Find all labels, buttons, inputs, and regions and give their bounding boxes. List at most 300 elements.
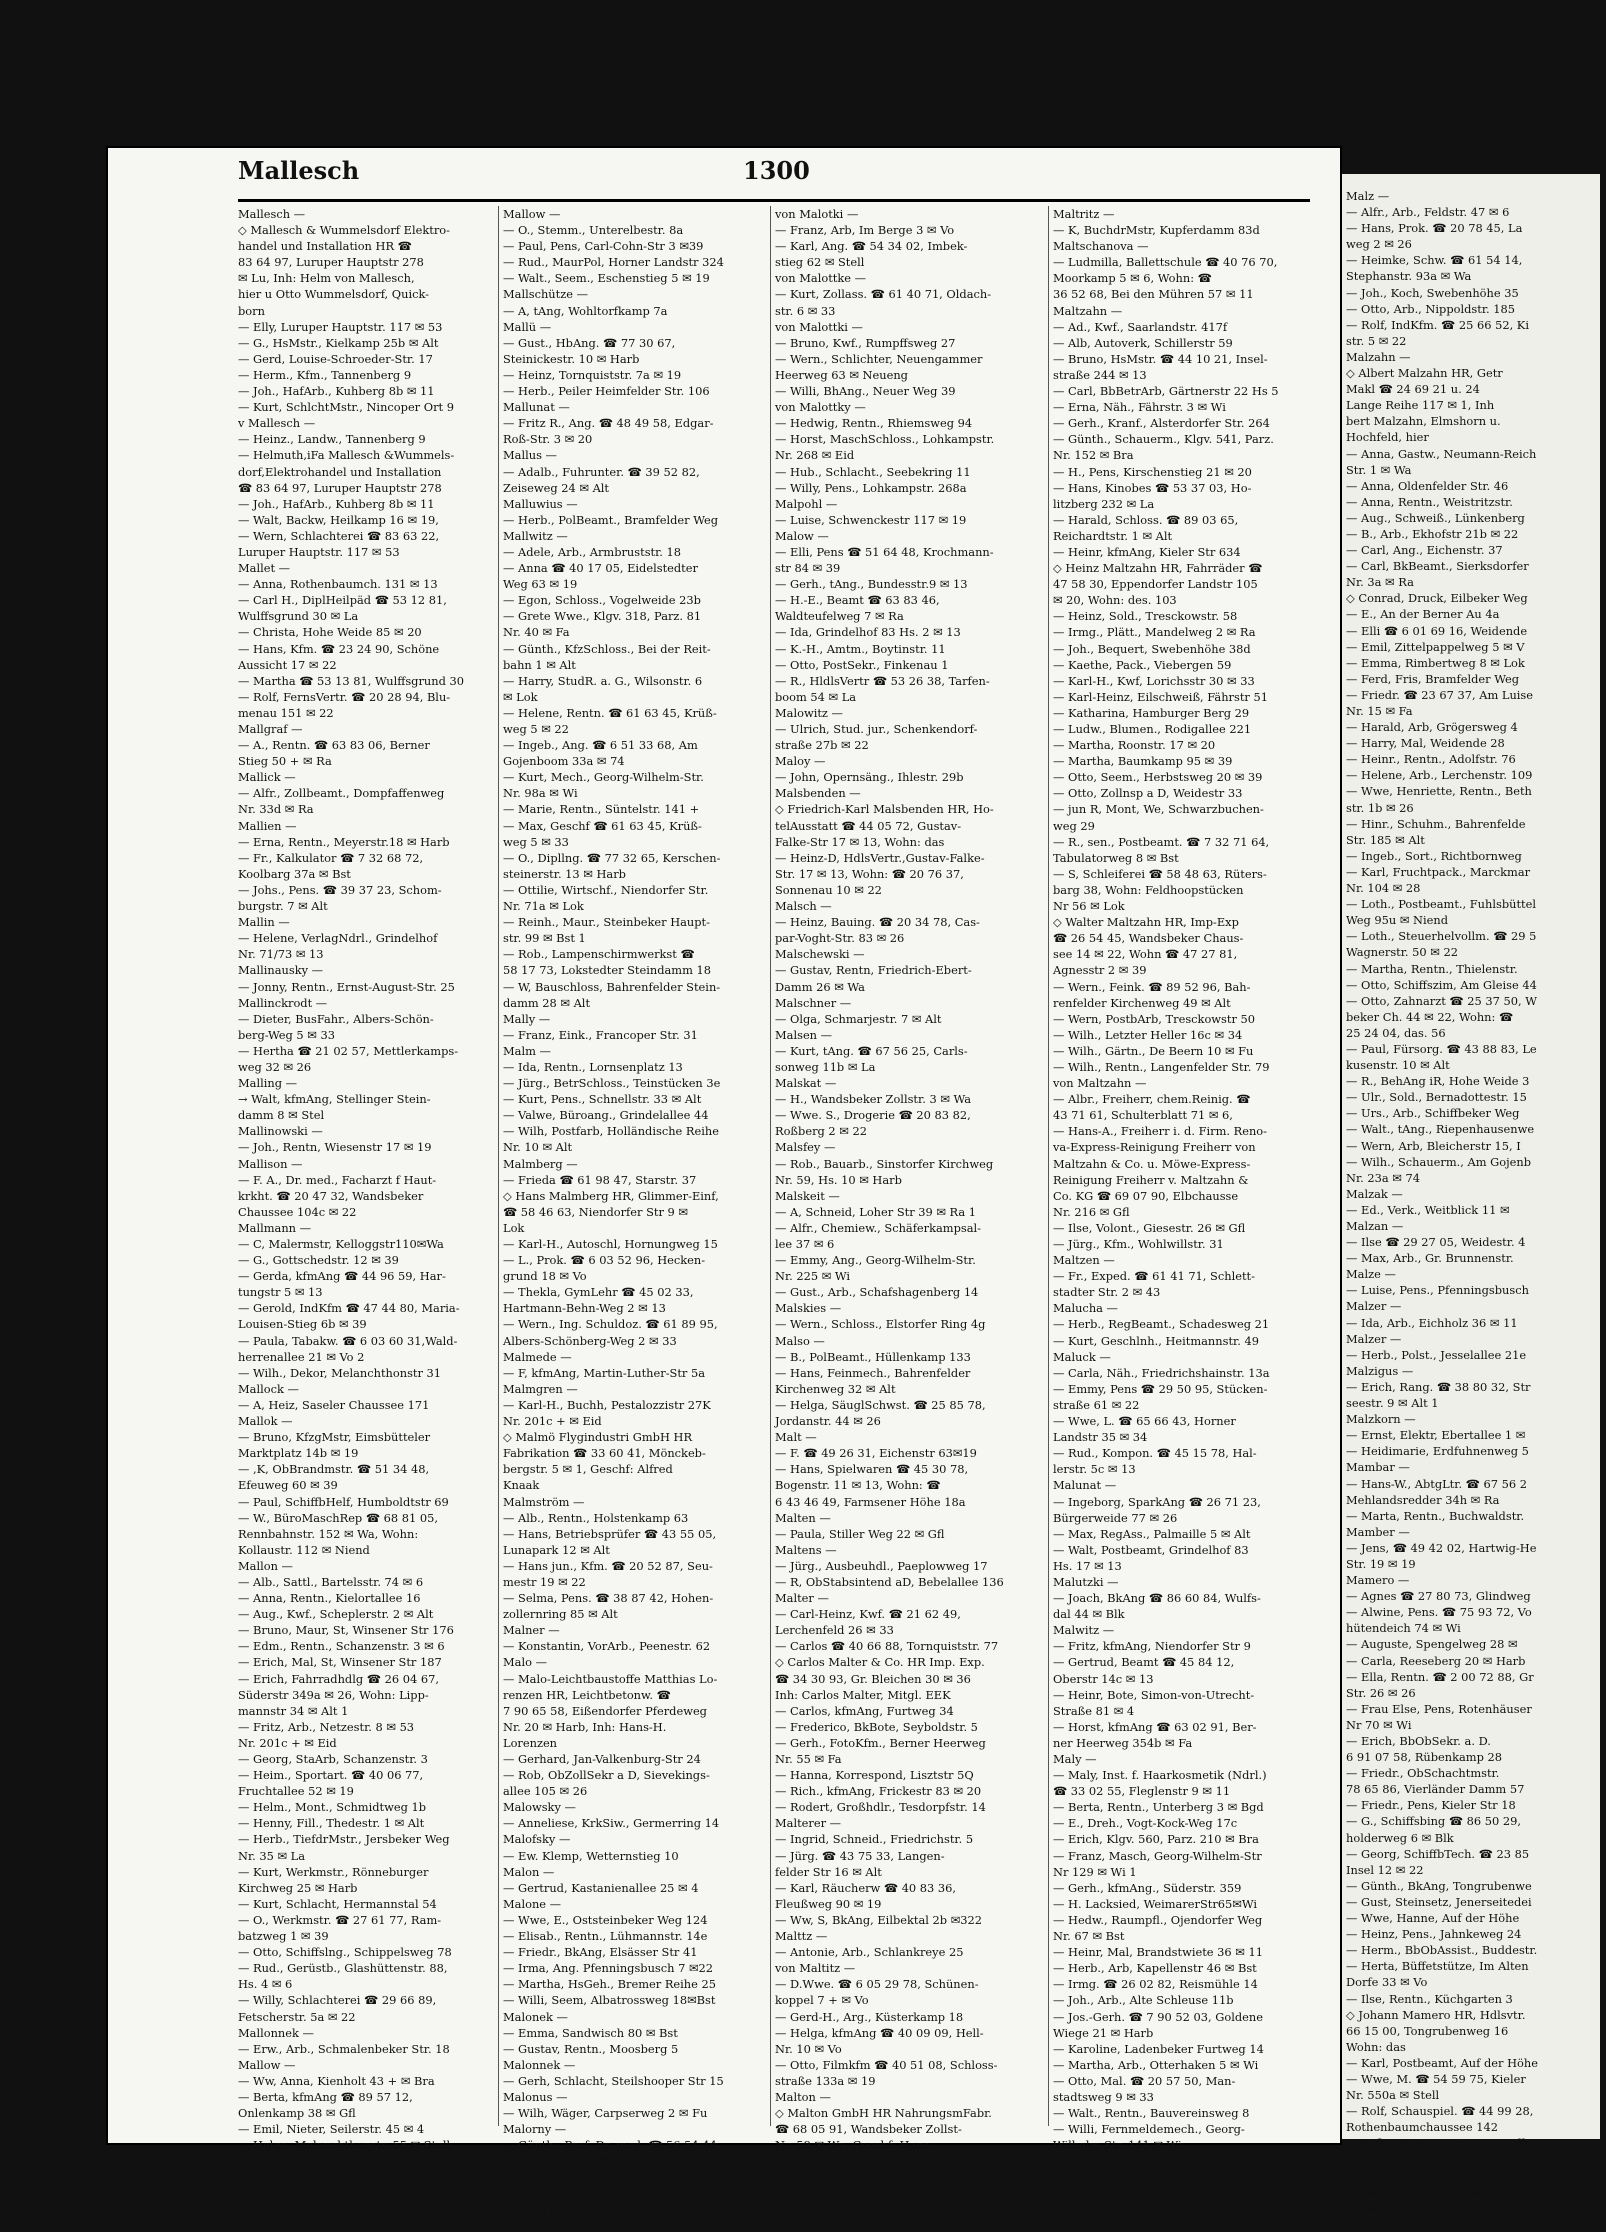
directory-entry-line: mestr 19 ✉ 22	[503, 1574, 586, 1589]
directory-entry-line: Mallinowski —	[238, 1124, 323, 1139]
facing-page-line: — Luise, Pens., Pfenningsbusch	[1346, 1283, 1529, 1298]
directory-entry-line: — Wilfried, Steinmetz, Alsterdorfer	[503, 2186, 708, 2201]
facing-page-line: 25 24 04, das. 56	[1346, 1025, 1446, 1040]
directory-entry-line: Zeiseweg 24 ✉ Alt	[503, 480, 610, 495]
directory-entry-line: — R, ObStabsintend aD, Bebelallee 136	[775, 1574, 1004, 1589]
facing-page-line: — Karl, Fruchtpack., Marckmar	[1346, 864, 1531, 879]
directory-entry-line: — Carlos ☎ 40 66 88, Tornquiststr. 77	[775, 1639, 999, 1654]
directory-entry-line: lee 37 ✉ 6	[775, 1237, 835, 1251]
directory-entry-line: — Martha, Arb., Otterhaken 5 ✉ Wi	[1053, 2057, 1259, 2072]
directory-entry-line: — Meta, Näh., Hellkamp 26 ✉ 19	[238, 2186, 431, 2201]
directory-entry-line: — Heinr, Mal, Brandstwiete 36 ✉ 11	[1053, 1945, 1263, 1960]
facing-page-line: ◇ Conrad, Druck, Eilbeker Weg	[1346, 591, 1528, 606]
directory-entry-line: str. 6 ✉ 33	[775, 303, 836, 318]
directory-entry-line: — Carl, BbBetrArb, Gärtnerstr 22 Hs 5	[1053, 384, 1279, 399]
directory-entry-line: Waldteufelweg 7 ✉ Ra	[775, 609, 904, 624]
directory-entry-line: — R., sen., Postbeamt. ☎ 7 32 71 64,	[1053, 834, 1270, 849]
directory-entry-line: — Adalb., Fuhrunter. ☎ 39 52 82,	[503, 464, 700, 479]
directory-entry-line: — Marie, Rentn., Süntelstr. 141 +	[503, 802, 700, 817]
directory-entry-line: — Karl, Ang. ☎ 54 34 02, Imbek-	[775, 239, 968, 254]
directory-entry-line: — Henny, Fill., Thedestr. 1 ✉ Alt	[238, 1816, 425, 1831]
facing-page-line: — Frau Else, Pens, Rotenhäuser	[1346, 1701, 1532, 1716]
directory-entry-line: weg 29	[1053, 818, 1095, 833]
directory-entry-line: — Maly, Inst. f. Haarkosmetik (Ndrl.)	[1053, 1768, 1267, 1783]
directory-entry-line: — Günth., Schauerm., Klgv. 541, Parz.	[1053, 432, 1274, 447]
directory-entry-line: — Berta, kfmAng ☎ 89 57 12,	[238, 2089, 413, 2104]
facing-page-line: — Ed., Verk., Weitblick 11 ✉	[1346, 1202, 1510, 1217]
directory-entry-line: — Helga, Melanchthonstr. 55 ✉ Stell	[238, 2138, 451, 2153]
facing-page-line: — Ida, Arb., Eichholz 36 ✉ 11	[1346, 1315, 1518, 1330]
directory-entry-line: — Albr., Freiherr, chem.Reinig. ☎	[1053, 1092, 1251, 1107]
directory-entry-line: sonweg 11b ✉ La	[775, 1059, 876, 1074]
directory-entry-line: — Jürg., BetrSchloss., Teinstücken 3e	[503, 1076, 721, 1091]
directory-entry-line: — Ulrich, Stud. jur., Schenkendorf-	[775, 722, 978, 736]
directory-entry-line: — Valwe, Büroang., Grindelallee 44	[503, 1108, 709, 1123]
facing-page-text	[1346, 188, 1606, 2232]
facing-page-line: — Günth., BkAng, Tongrubenwe	[1346, 1878, 1532, 1893]
facing-page-line: str. 1b ✉ 26	[1346, 800, 1414, 815]
directory-entry-line: krkht. ☎ 20 47 32, Wandsbeker	[238, 1188, 424, 1203]
directory-entry-line: — Gerh., tAng., Bundesstr.9 ✉ 13	[775, 577, 968, 592]
directory-entry-line: — Wern., Schlichter, Neuengammer	[775, 351, 983, 366]
facing-page-line: — R., BehAng iR, Hohe Weide 3	[1346, 1074, 1530, 1089]
directory-entry-line: — Helene, Rentn. ☎ 61 63 45, Krüß-	[503, 705, 717, 720]
directory-entry-line: — Ww, S, BkAng, Eilbektal 2b ✉322	[775, 1912, 982, 1927]
facing-page-line: Str. 185 ✉ Alt	[1346, 832, 1425, 847]
facing-page-line: — Wwe, Hanne, Auf der Höhe	[1346, 1911, 1520, 1926]
directory-entry-line: — Leonh., Mal., Trebelstr. 21 ✉ 33	[238, 2170, 438, 2185]
directory-entry-line: Malpohl —	[775, 496, 838, 511]
facing-page-line: — Harry, Mal, Weidende 28	[1346, 736, 1505, 751]
facing-page-line: hütendeich 74 ✉ Wi	[1346, 1621, 1461, 1636]
directory-entry-line: Luruper Hauptstr. 117 ✉ 53	[238, 544, 400, 559]
facing-page-line: Insel 12 ✉ 22	[1346, 1862, 1424, 1877]
directory-entry-line: — Gerold, IndKfm ☎ 47 44 80, Maria-	[238, 1301, 460, 1316]
facing-page-line: — Rolf, IndKfm. ☎ 25 66 52, Ki	[1346, 317, 1529, 332]
directory-entry-line: von Maltzahn —	[1053, 1076, 1147, 1091]
facing-page-line: Mamero —	[1346, 1573, 1410, 1588]
directory-entry-line: — Paula, Stiller Weg 22 ✉ Gfl	[775, 1526, 945, 1541]
directory-entry-line: — Rud., Gerüstb., Glashüttenstr. 88,	[238, 1961, 448, 1976]
directory-entry-line: Malwitz —	[1053, 1623, 1115, 1638]
directory-entry-line: — Friedr., BkAng, Elsässer Str 41	[503, 1945, 698, 1960]
directory-entry-line: — Gertrud, Kastanienallee 25 ✉ 4	[503, 1880, 699, 1895]
directory-entry-line: — Bruno, Maur, St, Winsener Str 176	[238, 1623, 454, 1638]
directory-entry-line: — Harald, Schloss. ☎ 89 03 65,	[1053, 512, 1239, 527]
directory-entry-line: Moorkamp 5 ✉ 6, Wohn: ☎	[1053, 271, 1212, 286]
directory-entry-line: Malyja —	[1053, 2154, 1107, 2169]
directory-entry-line: — Carl H., DiplHeilpäd ☎ 53 12 81,	[238, 593, 447, 608]
directory-entry-line: Malonnek —	[503, 2057, 576, 2072]
directory-entry-line: Chaussee 104c ✉ 22	[238, 1204, 357, 1219]
directory-entry-line: — Gerd-H., Arg., Küsterkamp 18	[775, 2009, 964, 2024]
directory-entry-line: — Kurt, tAng. ☎ 67 56 25, Carls-	[775, 1043, 968, 1058]
directory-entry-line: — Max, Geschf ☎ 61 63 45, Krüß-	[503, 818, 702, 833]
directory-entry-line: herrenallee 21 ✉ Vo 2	[238, 1349, 365, 1364]
directory-entry-line: — Irmg., Plätt., Mandelweg 2 ✉ Ra	[1053, 625, 1256, 640]
directory-entry-line: 83 64 97, Luruper Hauptstr 278	[238, 255, 424, 270]
facing-page-line: — Anna, Rentn., Weistritzstr.	[1346, 494, 1513, 509]
directory-entry-line: — Hans, Feinmech., Bahrenfelder	[775, 1365, 971, 1380]
facing-page-line: — Wwe, M. ☎ 54 59 75, Kieler	[1346, 2071, 1526, 2086]
directory-entry-line: — Willi, BhAng., Neuer Weg 39	[775, 384, 956, 399]
directory-entry-line: — Ad., Kwf., Saarlandstr. 417f	[1053, 319, 1228, 334]
directory-entry-line: Nr. 40 ✉ Fa	[503, 625, 570, 640]
directory-entry-line: weg 5 ✉ 33	[503, 834, 569, 849]
directory-entry-line: Malskeit —	[775, 1188, 840, 1203]
directory-entry-line: Maltens —	[775, 1542, 837, 1557]
facing-page-line: Malzkorn —	[1346, 1412, 1416, 1427]
facing-page-line: — Gust, Steinsetz, Jenerseitedei	[1346, 1894, 1532, 1909]
directory-entry-line: — Anneliese, KrkSiw., Germerring 14	[503, 1816, 720, 1831]
facing-page-line: Malzak —	[1346, 1186, 1403, 1201]
directory-entry-line: ☎ 68 05 91, Wandsbeker Zollst-	[775, 2122, 962, 2137]
directory-entry-line: — Karl-H., Autoschl, Hornungweg 15	[503, 1237, 718, 1251]
facing-page-line: Malzigus —	[1346, 1363, 1414, 1378]
directory-entry-line: Malota —	[503, 2170, 559, 2185]
directory-entry-line: — Bruno, KfzgMstr, Eimsbütteler	[238, 1430, 431, 1445]
directory-entry-line: Mally —	[503, 1011, 551, 1026]
directory-entry-line: Mallow —	[503, 207, 561, 221]
facing-page-line: — Emma, Rimbertweg 8 ✉ Lok	[1346, 655, 1525, 670]
directory-entry-line: — Ludmilla, Ballettschule ☎ 40 76 70,	[1053, 255, 1278, 270]
directory-entry-line: Mallonnek —	[238, 2025, 314, 2040]
directory-entry-line: — F, kfmAng, Martin-Luther-Str 5a	[503, 1365, 706, 1380]
directory-entry-line: — Wilh., Rentn., Langenfelder Str. 79	[1053, 1059, 1270, 1074]
facing-page-line: — Emil, Zittelpappelweg 5 ✉ V	[1346, 639, 1525, 654]
directory-entry-line: Fleußweg 90 ✉ 19	[775, 1896, 882, 1911]
directory-entry-line: straße 244 ✉ 13	[1053, 367, 1147, 382]
directory-entry-line: — Ingeborg, SparkAng ☎ 26 71 23,	[1053, 1494, 1261, 1509]
directory-entry-line: Steinickestr. 10 ✉ Harb	[503, 351, 640, 366]
directory-entry-line: Reichardtstr. 1 ✉ Alt	[1053, 528, 1173, 543]
directory-entry-line: — Elisab., Rentn., Lühmannstr. 14e	[503, 1929, 708, 1944]
facing-page-line: — Carl, BkBeamt., Sierksdorfer	[1346, 559, 1529, 574]
facing-page-line: Nr 70 ✉ Wi	[1346, 1717, 1412, 1732]
directory-entry-line: Koolbarg 37a ✉ Bst	[238, 866, 351, 881]
directory-entry-line: Str. 17 ✉ 13, Wohn: ☎ 20 76 37,	[775, 866, 964, 881]
page-header	[238, 152, 1298, 198]
facing-page-line: Malzer —	[1346, 1299, 1402, 1314]
directory-entry-line: — Helm., Mont., Schmidtweg 1b	[238, 1800, 427, 1815]
directory-entry-line: Aussicht 17 ✉ 22	[238, 657, 337, 672]
facing-page-line: — Walt., tAng., Riepenhausenwe	[1346, 1122, 1535, 1137]
facing-page-line: — Ella, Rentn. ☎ 2 00 72 88, Gr	[1346, 1669, 1534, 1684]
directory-entry-line: — Kurt, Mech., Georg-Wilhelm-Str.	[503, 770, 704, 785]
facing-page-line: Dorfe 33 ✉ Vo	[1346, 1975, 1428, 1990]
directory-entry-line: — F. ☎ 49 26 31, Eichenstr 63✉19	[775, 1446, 977, 1461]
directory-entry-line: — Wilh, Wäger, Carpserweg 2 ✉ Fu	[503, 2106, 708, 2121]
directory-entry-line: — Kurt, Pens., Schnellstr. 33 ✉ Alt	[503, 1092, 702, 1107]
directory-entry-line: ✉ 20, Wohn: des. 103	[1053, 593, 1177, 608]
directory-entry-line: — Herb., PolBeamt., Bramfelder Weg	[503, 512, 719, 527]
directory-entry-line: Albers-Schönberg-Weg 2 ✉ 33	[503, 1333, 677, 1348]
directory-entry-line: — Joach, BkAng ☎ 86 60 84, Wulfs-	[1053, 1591, 1261, 1606]
directory-entry-line: stieg 62 ✉ Stell	[775, 255, 865, 270]
directory-entry-line: ☎ 83 64 97, Luruper Hauptstr 278	[238, 480, 442, 495]
directory-entry-line: — F. A., Dr. med., Facharzt f Haut-	[238, 1172, 437, 1187]
facing-page-line: — Anna, Oldenfelder Str. 46	[1346, 478, 1509, 493]
directory-entry-line: Stieg 50 + ✉ Ra	[238, 754, 332, 769]
facing-page-line: — Aug., Schweiß., Lünkenberg	[1346, 510, 1525, 525]
directory-entry-line: Maltzahn & Co. u. Möwe-Express-	[1053, 1156, 1251, 1171]
directory-entry-line: ☎ 33 02 55, Fleglenstr 9 ✉ 11	[1053, 1784, 1231, 1799]
facing-page-line: — Ulr., Sold., Bernadottestr. 15	[1346, 1090, 1527, 1105]
facing-page-line: Mambar —	[1346, 1460, 1410, 1475]
facing-page-line: — Hinr., Schuhm., Bahrenfelde	[1346, 816, 1526, 831]
directory-entry-line: dal 44 ✉ Blk	[1053, 1607, 1125, 1622]
facing-page-line: — Ernst, Elektr, Ebertallee 1 ✉	[1346, 1428, 1526, 1443]
facing-page-line: Mamber —	[1346, 1524, 1410, 1539]
directory-entry-line: — Hans, Spielwaren ☎ 45 30 78,	[775, 1462, 969, 1477]
directory-entry-line: — Fr., Kalkulator ☎ 7 32 68 72,	[238, 850, 424, 865]
facing-page-line: Str. 1 ✉ Wa	[1346, 462, 1412, 477]
directory-entry-line: Mallunat —	[503, 400, 570, 415]
directory-entry-line: — Walt., Rentn., Bauvereinsweg 8	[1053, 2106, 1250, 2121]
facing-page-line: seestr. 9 ✉ Alt 1	[1346, 1396, 1439, 1411]
directory-entry-line: — H. Lacksied, WeimarerStr65✉Wi	[1053, 1896, 1257, 1911]
directory-entry-line: Hs. 17 ✉ 13	[1053, 1558, 1122, 1573]
directory-entry-line: — Ida, Grindelhof 83 Hs. 2 ✉ 13	[775, 625, 961, 640]
facing-page-line: — Carla, Reeseberg 20 ✉ Harb	[1346, 1653, 1526, 1668]
directory-entry-line: — S, Schleiferei ☎ 58 48 63, Rüters-	[1053, 866, 1267, 881]
directory-entry-line: — Carlos, kfmAng, Furtweg 34	[775, 1703, 954, 1718]
directory-entry-line: — H., Wandsbeker Zollstr. 3 ✉ Wa	[775, 1092, 971, 1107]
facing-page-line: weg 2 ✉ 26	[1346, 237, 1412, 252]
directory-entry-line: koppel 7 + ✉ Vo	[775, 1993, 869, 2008]
directory-entry-line: — Luise, Schwenckestr 117 ✉ 19	[775, 512, 967, 527]
directory-entry-line: Mallow —	[238, 2057, 296, 2072]
directory-entry-line: Malsfey —	[775, 1140, 836, 1155]
directory-entry-line: weg 32 ✉ 26	[238, 1059, 312, 1074]
directory-entry-line: Nr. 67 ✉ Bst	[1053, 1929, 1125, 1944]
directory-entry-line: batzweg 1 ✉ 39	[238, 1929, 329, 1944]
directory-entry-line: — Rud., Kompon. ☎ 45 15 78, Hal-	[1053, 1446, 1257, 1461]
directory-entry-line: — Ludw., Blumen., Rodigallee 221	[1053, 722, 1252, 736]
directory-entry-line: Nr. 33d ✉ Ra	[238, 802, 314, 817]
directory-entry-line: zollernring 85 ✉ Alt	[503, 1607, 618, 1622]
directory-entry-line: Kollaustr. 112 ✉ Niend	[238, 1542, 370, 1557]
directory-entry-line: Malten —	[775, 1510, 831, 1525]
directory-entry-line: — Kurt, Werkmstr., Rönneburger	[238, 1864, 429, 1879]
directory-entry-line: — Günth., Prof. Dr. med. ☎ 56 54 44,	[503, 2138, 721, 2153]
facing-page-line: Malzer —	[1346, 1331, 1402, 1346]
directory-entry-line: — Otto, Seem., Herbstsweg 20 ✉ 39	[1053, 770, 1263, 785]
directory-entry-line: — Heim., Sportart. ☎ 40 06 77,	[238, 1768, 424, 1783]
directory-entry-line: Lunapark 12 ✉ Alt	[503, 1542, 610, 1557]
facing-page-line: Malzan —	[1346, 1219, 1404, 1233]
directory-entry-line: Nr. 59, Hs. 10 ✉ Harb	[775, 1172, 902, 1187]
directory-entry-line: damm 8 ✉ Stel	[238, 1108, 325, 1123]
facing-page-line: — Harald, Arb, Grögersweg 4	[1346, 720, 1518, 735]
facing-page-line: Nr. 15 ✉ Fa	[1346, 704, 1413, 718]
directory-entry-line: straße 61 ✉ 22	[1053, 1397, 1140, 1412]
facing-page-line: Mehlandsredder 34h ✉ Ra	[1346, 1492, 1500, 1507]
header-rule	[238, 199, 1310, 202]
directory-entry-line: — Horst, kfmAng ☎ 63 02 91, Ber-	[1053, 1719, 1257, 1734]
directory-entry-line: — Thekla, GymLehr ☎ 45 02 33,	[503, 1285, 694, 1300]
directory-entry-line: Damm 26 ✉ Wa	[775, 979, 865, 994]
directory-entry-line: — Martha, Baumkamp 95 ✉ 39	[1053, 754, 1233, 769]
directory-entry-line: — Rud., MaurPol, Horner Landstr 324	[503, 255, 724, 270]
directory-entry-line: — Hans jun., Kfm. ☎ 20 52 87, Seu-	[503, 1558, 713, 1573]
directory-entry-line: Landstr 35 ✉ 34	[1053, 1430, 1148, 1445]
directory-entry-line: Nr. 59 ✉ Wa, Geschf: Hans	[775, 2138, 930, 2153]
directory-entry-line: — Anna, Rothenbaumch. 131 ✉ 13	[238, 577, 438, 592]
directory-entry-line: — Emma, Sandwisch 80 ✉ Bst	[503, 2025, 678, 2040]
directory-entry-line: Nr. 225 ✉ Wi	[775, 1269, 851, 1284]
facing-page-line: — Ingeb., Sort., Richtbornweg	[1346, 848, 1522, 863]
directory-entry-line: — Max, RegAss., Palmaille 5 ✉ Alt	[1053, 1526, 1251, 1541]
directory-entry-line: damm 28 ✉ Alt	[503, 995, 591, 1010]
directory-entry-line: Bogenstr. 11 ✉ 13, Wohn: ☎	[775, 1478, 941, 1493]
facing-page-line: — Friedr., ObSchachtmstr.	[1346, 1766, 1500, 1781]
directory-entry-line: 6 43 46 49, Farmsener Höhe 18a	[775, 1494, 966, 1509]
facing-page-line: kusenstr. 10 ✉ Alt	[1346, 1058, 1450, 1073]
directory-entry-line: — Hanna, Korrespond, Lisztstr 5Q	[775, 1768, 974, 1783]
directory-entry-line: barg 38, Wohn: Feldhoopstücken	[1053, 882, 1244, 897]
directory-entry-line: — Hans, Betriebsprüfer ☎ 43 55 05,	[503, 1526, 717, 1541]
directory-entry-line: Maltschanova —	[1053, 239, 1149, 254]
directory-entry-line: — Ilse, Volont., Giesestr. 26 ✉ Gfl	[1053, 1220, 1246, 1235]
directory-entry-line: — Walt, Postbeamt, Grindelhof 83	[1053, 1542, 1249, 1557]
directory-entry-line: — Alfr., Zollbeamt., Dompfaffenweg	[238, 786, 445, 801]
directory-entry-line: — Heinz, Sold., Tresckowstr. 58	[1053, 609, 1238, 624]
directory-entry-line: allee 105 ✉ 26	[503, 1784, 588, 1799]
directory-entry-line: Mallison —	[238, 1156, 303, 1171]
directory-entry-line: — Wilh, Postfarb, Holländische Reihe	[503, 1124, 719, 1139]
directory-entry-line: v Mallesch —	[238, 416, 316, 431]
directory-entry-line: — Gust., HbAng. ☎ 77 30 67,	[503, 335, 676, 350]
directory-entry-line: Mallin —	[238, 915, 290, 930]
directory-entry-line: — Wern, Schlachterei ☎ 83 63 22,	[238, 528, 440, 543]
directory-entry-line: — Ingeb., Ang. ☎ 6 51 33 68, Am	[503, 738, 698, 753]
directory-entry-line: — Gerh., FotoKfm., Berner Heerweg	[775, 1735, 986, 1750]
directory-entry-line: — Erich, Mal, St, Winsener Str 187	[238, 1655, 442, 1670]
directory-entry-line: ◇ Carlos Malter & Co. HR Imp. Exp.	[775, 1655, 985, 1670]
facing-page-line: — Marta, Rentn., Buchwaldstr.	[1346, 1508, 1525, 1523]
directory-entry-line: — Gustav, Rentn, Friedrich-Ebert-	[775, 963, 972, 978]
directory-entry-line: Süderstr 349a ✉ 26, Wohn: Lipp-	[238, 1687, 429, 1702]
directory-entry-line: — Fritz, Arb., Netzestr. 8 ✉ 53	[238, 1719, 415, 1734]
directory-entry-line: Kirchenweg 32 ✉ Alt	[775, 1381, 896, 1396]
directory-entry-line: berg-Weg 5 ✉ 33	[238, 1027, 335, 1042]
column-4	[1048, 206, 1315, 2217]
facing-page-line: Rothenbaumchaussee 142	[1346, 2120, 1499, 2135]
directory-entry-line: — Gerhard, Jan-Valkenburg-Str 24	[503, 1752, 701, 1766]
facing-page-line: Stephanstr. 93a ✉ Wa	[1346, 269, 1472, 284]
directory-entry-line: Agnesstr 2 ✉ 39	[1053, 963, 1147, 978]
directory-entry-line: — Otto, PostSekr., Finkenau 1	[775, 657, 949, 672]
directory-entry-line: Mallon —	[238, 1558, 293, 1573]
directory-entry-line: — Wilh., Gärtn., De Beern 10 ✉ Fu	[1053, 1043, 1254, 1058]
directory-entry-line: — Wern., Ing. Schuldoz. ☎ 61 89 95,	[503, 1317, 718, 1332]
directory-entry-line: menau 151 ✉ 22	[238, 705, 334, 720]
directory-entry-line: burgstr. 7 ✉ Alt	[238, 899, 328, 914]
directory-entry-line: Mallick —	[238, 770, 296, 785]
directory-entry-line: Malmede —	[503, 1349, 572, 1364]
directory-entry-line: — Hans, Kinobes ☎ 53 37 03, Ho-	[1053, 480, 1252, 495]
directory-entry-line: Nr. 20 ✉ Harb, Inh: Hans-H.	[503, 1719, 667, 1734]
directory-entry-line: — Elli, Pens ☎ 51 64 48, Krochmann-	[775, 544, 994, 559]
directory-entry-line: — Herb., RegBeamt., Schadesweg 21	[1053, 1317, 1270, 1332]
directory-entry-line: — Gerh., kfmAng., Süderstr. 359	[1053, 1880, 1242, 1895]
directory-entry-line: — Selma, Pens. ☎ 38 87 42, Hohen-	[503, 1591, 714, 1606]
directory-entry-line: dorf,Elektrohandel und Installation	[238, 464, 442, 479]
directory-entry-line: Nr. 201c + ✉ Eid	[238, 1735, 337, 1750]
facing-page-line: Wagnerstr. 50 ✉ 22	[1346, 945, 1458, 960]
directory-entry-line: Mallü —	[503, 319, 552, 334]
directory-entry-line: — Joh., Rentn, Wiesenstr 17 ✉ 19	[238, 1140, 432, 1155]
directory-entry-line: Malterer —	[775, 1816, 842, 1831]
directory-entry-line: — Carla, Näh., Friedrichshainstr. 13a	[1053, 1365, 1270, 1380]
directory-entry-line: — Willi, Fernmeldemech., Georg-	[1053, 2122, 1245, 2137]
directory-entry-line: — Ingrid, Schneid., Friedrichstr. 5	[775, 1832, 974, 1847]
directory-entry-line: Maluck —	[1053, 1349, 1111, 1364]
column-2	[498, 206, 759, 2217]
directory-entry-line: — Jürg., Ausbeuhdl., Paeplowweg 17	[775, 1558, 988, 1573]
running-head: Mallesch	[238, 156, 360, 185]
directory-entry-line: Malow —	[775, 528, 829, 543]
facing-page-line: str. 5 ✉ 22	[1346, 333, 1407, 348]
facing-page-line: Wohn: das	[1346, 2039, 1406, 2054]
directory-entry-line: — Fr., Exped. ☎ 61 41 71, Schlett-	[1053, 1269, 1255, 1284]
directory-entry-line: grund 18 ✉ Vo	[503, 1269, 587, 1284]
directory-entry-line: Malm —	[503, 1043, 551, 1058]
directory-entry-line: Malt —	[775, 1430, 817, 1445]
directory-entry-line: Nr. 98a ✉ Wi	[503, 786, 578, 801]
directory-entry-line: lerstr. 5c ✉ 13	[1053, 1462, 1136, 1477]
directory-entry-line: Louisen-Stieg 6b ✉ 39	[238, 1317, 367, 1332]
directory-entry-line: bahn 1 ✉ Alt	[503, 657, 576, 672]
directory-entry-line: — Alb., Sattl., Bartelsstr. 74 ✉ 6	[238, 1574, 424, 1589]
directory-entry-line: — Olga, Schmarjestr. 7 ✉ Alt	[775, 1011, 942, 1026]
directory-entry-line: — Walt, Backw, Heilkamp 16 ✉ 19,	[238, 512, 439, 527]
directory-entry-line: Malschewski —	[775, 947, 865, 962]
directory-entry-line: — Dieter, BusFahr., Albers-Schön-	[238, 1011, 434, 1026]
directory-columns	[238, 206, 1310, 2217]
facing-page-line: Nr. 23a ✉ 74	[1346, 1170, 1420, 1185]
directory-entry-line: born	[238, 303, 265, 318]
facing-page-line: — Wern, Arb, Bleicherstr 15, I	[1346, 1138, 1521, 1153]
directory-entry-line: — Günth., KfzSchloss., Bei der Reit-	[503, 641, 711, 656]
directory-entry-line: stadter Str. 2 ✉ 43	[1053, 1285, 1161, 1300]
facing-page-line: — Friedr., Pens, Kieler Str 18	[1346, 1798, 1516, 1813]
directory-entry-line: Malmström —	[503, 1494, 585, 1509]
directory-entry-line: — Emmy, Pens ☎ 29 50 95, Stücken-	[1053, 1381, 1268, 1396]
facing-page-line: 66 15 00, Tongrubenweg 16	[1346, 2023, 1509, 2038]
facing-page-line: — Alfr., Arb., Feldstr. 47 ✉ 6	[1346, 205, 1510, 220]
directory-entry-line: Malmgren —	[503, 1381, 578, 1396]
facing-page-line: — Max, Arb., Gr. Brunnenstr.	[1346, 1251, 1514, 1266]
directory-entry-line: Co. KG ☎ 69 07 90, Elbchausse	[1053, 1188, 1239, 1203]
directory-entry-line: — Joh., Arb., Alte Schleuse 11b	[1053, 1993, 1234, 2008]
directory-entry-line: ◇ Friedrich-Karl Malsbenden HR, Ho-	[775, 802, 994, 817]
directory-entry-line: — Rich., kfmAng, Frickestr 83 ✉ 20	[775, 1784, 982, 1799]
directory-entry-line: — Hans, Kfm. ☎ 23 24 90, Schöne	[238, 641, 440, 656]
directory-entry-line: Nr. 35 ✉ La	[238, 1848, 306, 1863]
directory-entry-line: — Carl-Heinz, Kwf. ☎ 21 62 49,	[775, 1607, 961, 1622]
directory-entry-line: — Ottilie, Wirtschf., Niendorfer Str.	[503, 882, 709, 897]
facing-page-line: ◇ Albert Malzahn HR, Getr	[1346, 366, 1503, 381]
directory-entry-line: mannstr 34 ✉ Alt 1	[238, 1703, 349, 1718]
column-3	[770, 206, 1039, 2169]
directory-entry-line: — Gerd, Louise-Schroeder-Str. 17	[238, 351, 433, 366]
directory-entry-line: Reinigung Freiherr v. Maltzahn &	[1053, 1172, 1249, 1187]
directory-entry-line: Mallus —	[503, 448, 557, 463]
facing-page-line: Lange Reihe 117 ✉ 1, Inh	[1346, 398, 1495, 413]
directory-entry-line: — Heinr, kfmAng, Kieler Str 634	[1053, 544, 1241, 559]
